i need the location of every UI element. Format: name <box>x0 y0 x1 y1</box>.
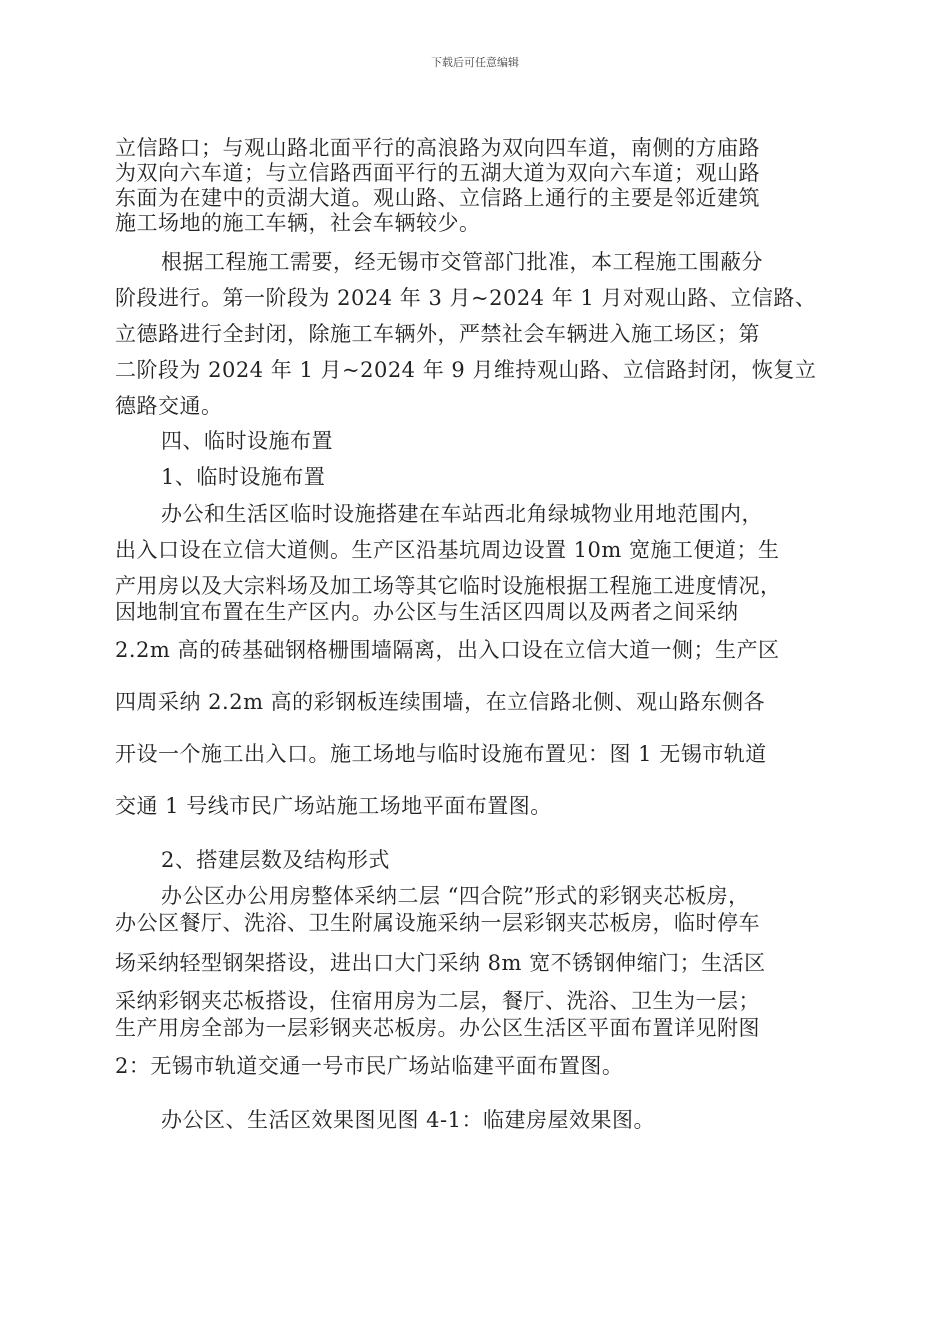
page-header: 下载后可任意编辑 <box>431 56 519 69</box>
body-line: 生产用房全部为一层彩钢夹芯板房。办公区生活区平面布置详见附图 <box>115 1016 760 1040</box>
body-line: 办公区、生活区效果图见图 4-1：临建房屋效果图。 <box>161 1108 655 1132</box>
body-line: 交通 1 号线市民广场站施工场地平面布置图。 <box>115 794 552 818</box>
body-line: 开设一个施工出入口。施工场地与临时设施布置见：图 1 无锡市轨道 <box>115 742 767 766</box>
section-heading: 四、临时设施布置 <box>161 429 333 453</box>
body-line: 办公和生活区临时设施搭建在车站西北角绿城物业用地范围内， <box>161 502 763 526</box>
body-line: 立德路进行全封闭，除施工车辆外，严禁社会车辆进入施工场区；第 <box>115 322 760 346</box>
body-line: 2.2m 高的砖基础钢格栅围墙隔离，出入口设在立信大道一侧；生产区 <box>115 638 780 662</box>
body-line: 为双向六车道；与立信路西面平行的五湖大道为双向六车道；观山路 <box>115 161 760 185</box>
subsection-heading: 2、搭建层数及结构形式 <box>161 848 390 872</box>
subsection-heading: 1、临时设施布置 <box>161 465 326 489</box>
body-line: 二阶段为 2024 年 1 月~2024 年 9 月维持观山路、立信路封闭，恢复立 <box>115 358 817 382</box>
body-line: 因地制宜布置在生产区内。办公区与生活区四周以及两者之间采纳 <box>115 600 739 624</box>
body-line: 办公区餐厅、洗浴、卫生附属设施采纳一层彩钢夹芯板房，临时停车 <box>115 911 760 935</box>
body-line: 施工场地的施工车辆，社会车辆较少。 <box>115 211 481 235</box>
body-line: 阶段进行。第一阶段为 2024 年 3 月~2024 年 1 月对观山路、立信路、 <box>115 286 817 310</box>
body-line: 出入口设在立信大道侧。生产区沿基坑周边设置 10m 宽施工便道；生 <box>115 538 780 562</box>
body-line: 采纳彩钢夹芯板搭设，住宿用房为二层，餐厅、洗浴、卫生为一层； <box>115 989 760 1013</box>
body-line: 场采纳轻型钢架搭设，进出口大门采纳 8m 宽不锈钢伸缩门；生活区 <box>115 951 766 975</box>
body-line: 四周采纳 2.2m 高的彩钢板连续围墙，在立信路北侧、观山路东侧各 <box>115 690 766 714</box>
body-line: 德路交通。 <box>115 394 223 418</box>
body-line: 2：无锡市轨道交通一号市民广场站临建平面布置图。 <box>115 1054 624 1078</box>
body-line: 产用房以及大宗料场及加工场等其它临时设施根据工程施工进度情况， <box>115 574 782 598</box>
body-line: 根据工程施工需要，经无锡市交管部门批准，本工程施工围蔽分 <box>161 250 763 274</box>
body-line: 办公区办公用房整体采纳二层 “四合院”形式的彩钢夹芯板房， <box>161 884 750 908</box>
body-line: 立信路口；与观山路北面平行的高浪路为双向四车道，南侧的方庙路 <box>115 136 760 160</box>
body-line: 东面为在建中的贡湖大道。观山路、立信路上通行的主要是邻近建筑 <box>115 186 760 210</box>
